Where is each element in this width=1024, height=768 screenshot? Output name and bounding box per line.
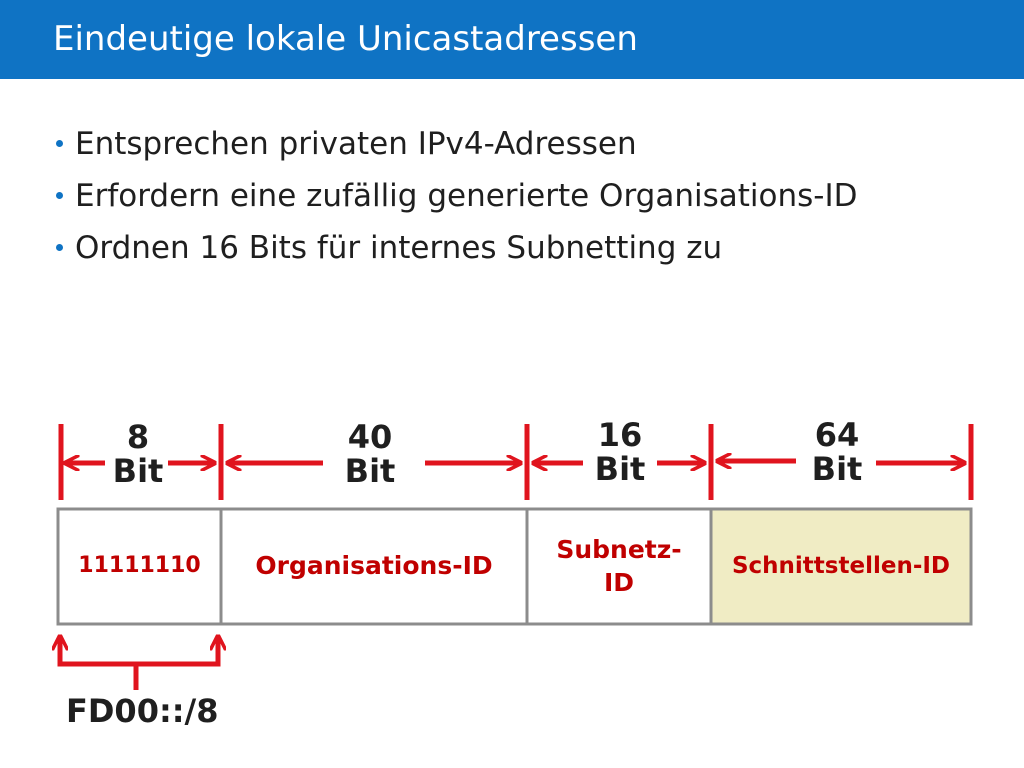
- slide-title: Eindeutige lokale Unicastadressen: [53, 19, 638, 59]
- bullet-text: Ordnen 16 Bits für internes Subnetting zu: [75, 230, 723, 266]
- bit-count: [795, 418, 879, 486]
- bullet-text: Entsprechen privaten IPv4-Adressen: [75, 126, 637, 162]
- bit-count: [328, 420, 412, 488]
- bit-count-unit: Bit: [112, 452, 164, 490]
- bit-count-value: 16: [597, 416, 643, 454]
- prefix-bracket: [60, 637, 218, 664]
- bit-count-unit: Bit: [344, 452, 396, 490]
- interface-id-label: Schnittstellen-ID: [731, 553, 951, 579]
- subnet-id-label-line1: Subnetz-: [556, 535, 682, 564]
- bit-count-unit: Bit: [811, 450, 863, 488]
- bit-count-value: 8: [126, 418, 150, 456]
- organisation-id-label: Organisations-ID: [255, 551, 493, 580]
- subnet-id-label-line2: ID: [603, 568, 635, 597]
- bit-count-unit: Bit: [594, 450, 646, 488]
- bit-count: [96, 420, 180, 488]
- subnet-id-label: [527, 533, 711, 599]
- bit-count: [578, 418, 662, 486]
- bit-count-value: 64: [814, 416, 860, 454]
- bit-count-value: 40: [347, 418, 393, 456]
- prefix-label: 11111110: [78, 553, 201, 578]
- bullet-text: Erfordern eine zufällig generierte Organisations-ID: [75, 178, 858, 214]
- prefix-notation: FD00::/8: [66, 692, 219, 730]
